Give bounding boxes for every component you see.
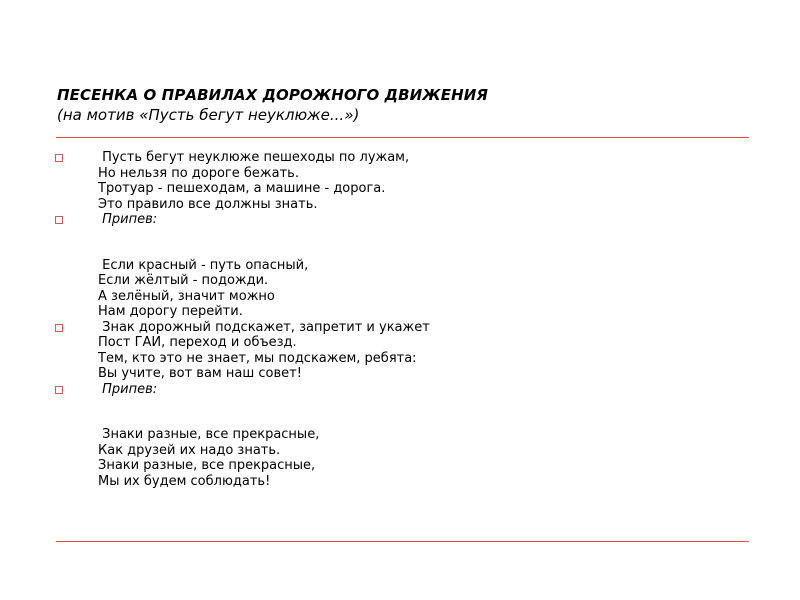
verse-2-line-2: Пост ГАИ, переход и объезд.	[98, 335, 297, 350]
chorus-2-line-2: Как друзей их надо знать.	[98, 442, 281, 458]
square-bullet-icon	[55, 324, 63, 332]
verse-2-line-3: Тем, кто это не знает, мы подскажем, ребята:	[98, 350, 417, 366]
verse-1-line-4: Это правило все должны знать.	[98, 196, 318, 212]
chorus-1-line-3: А зелёный, значит можно	[98, 288, 275, 304]
verse-1	[55, 150, 755, 212]
chorus-2-gap	[98, 397, 755, 427]
page-title: ПЕСЕНКА О ПРАВИЛАХ ДОРОЖНОГО ДВИЖЕНИЯ	[57, 86, 489, 104]
chorus-2-line-3: Знаки разные, все прекрасные,	[98, 458, 316, 473]
verse-2	[55, 320, 755, 382]
top-divider	[56, 137, 749, 138]
chorus-2-line-4: Мы их будем соблюдать!	[98, 473, 271, 489]
chorus-1-gap	[98, 228, 755, 258]
verse-1-line-3: Тротуар - пешеходам, а машине - дорога.	[98, 181, 386, 196]
square-bullet-icon	[55, 216, 63, 224]
page-subtitle: (на мотив «Пусть бегут неуклюже...»)	[57, 106, 360, 124]
chorus-2-line-1: Знаки разные, все прекрасные,	[98, 427, 320, 442]
title-block	[57, 85, 757, 125]
verse-2-line-4: Вы учите, вот вам наш совет!	[98, 366, 302, 381]
chorus-1-label: Припев:	[98, 212, 158, 227]
chorus-1-line-4: Нам дорогу перейти.	[98, 304, 243, 319]
chorus-1-line-2: Если жёлтый - подожди.	[98, 273, 269, 288]
chorus-2-label: Припев:	[98, 381, 158, 397]
bottom-divider	[56, 541, 749, 542]
verse-2-line-1: Знак дорожный подскажет, запретит и укажет	[98, 319, 430, 335]
song-lyrics	[55, 150, 755, 489]
verse-1-line-1: Пусть бегут неуклюже пешеходы по лужам,	[98, 150, 410, 165]
chorus-1	[55, 212, 755, 320]
square-bullet-icon	[55, 154, 63, 162]
verse-1-line-2: Но нельзя по дороге бежать.	[98, 165, 299, 181]
square-bullet-icon	[55, 386, 63, 394]
chorus-1-line-1: Если красный - путь опасный,	[98, 257, 309, 273]
chorus-2	[55, 382, 755, 490]
